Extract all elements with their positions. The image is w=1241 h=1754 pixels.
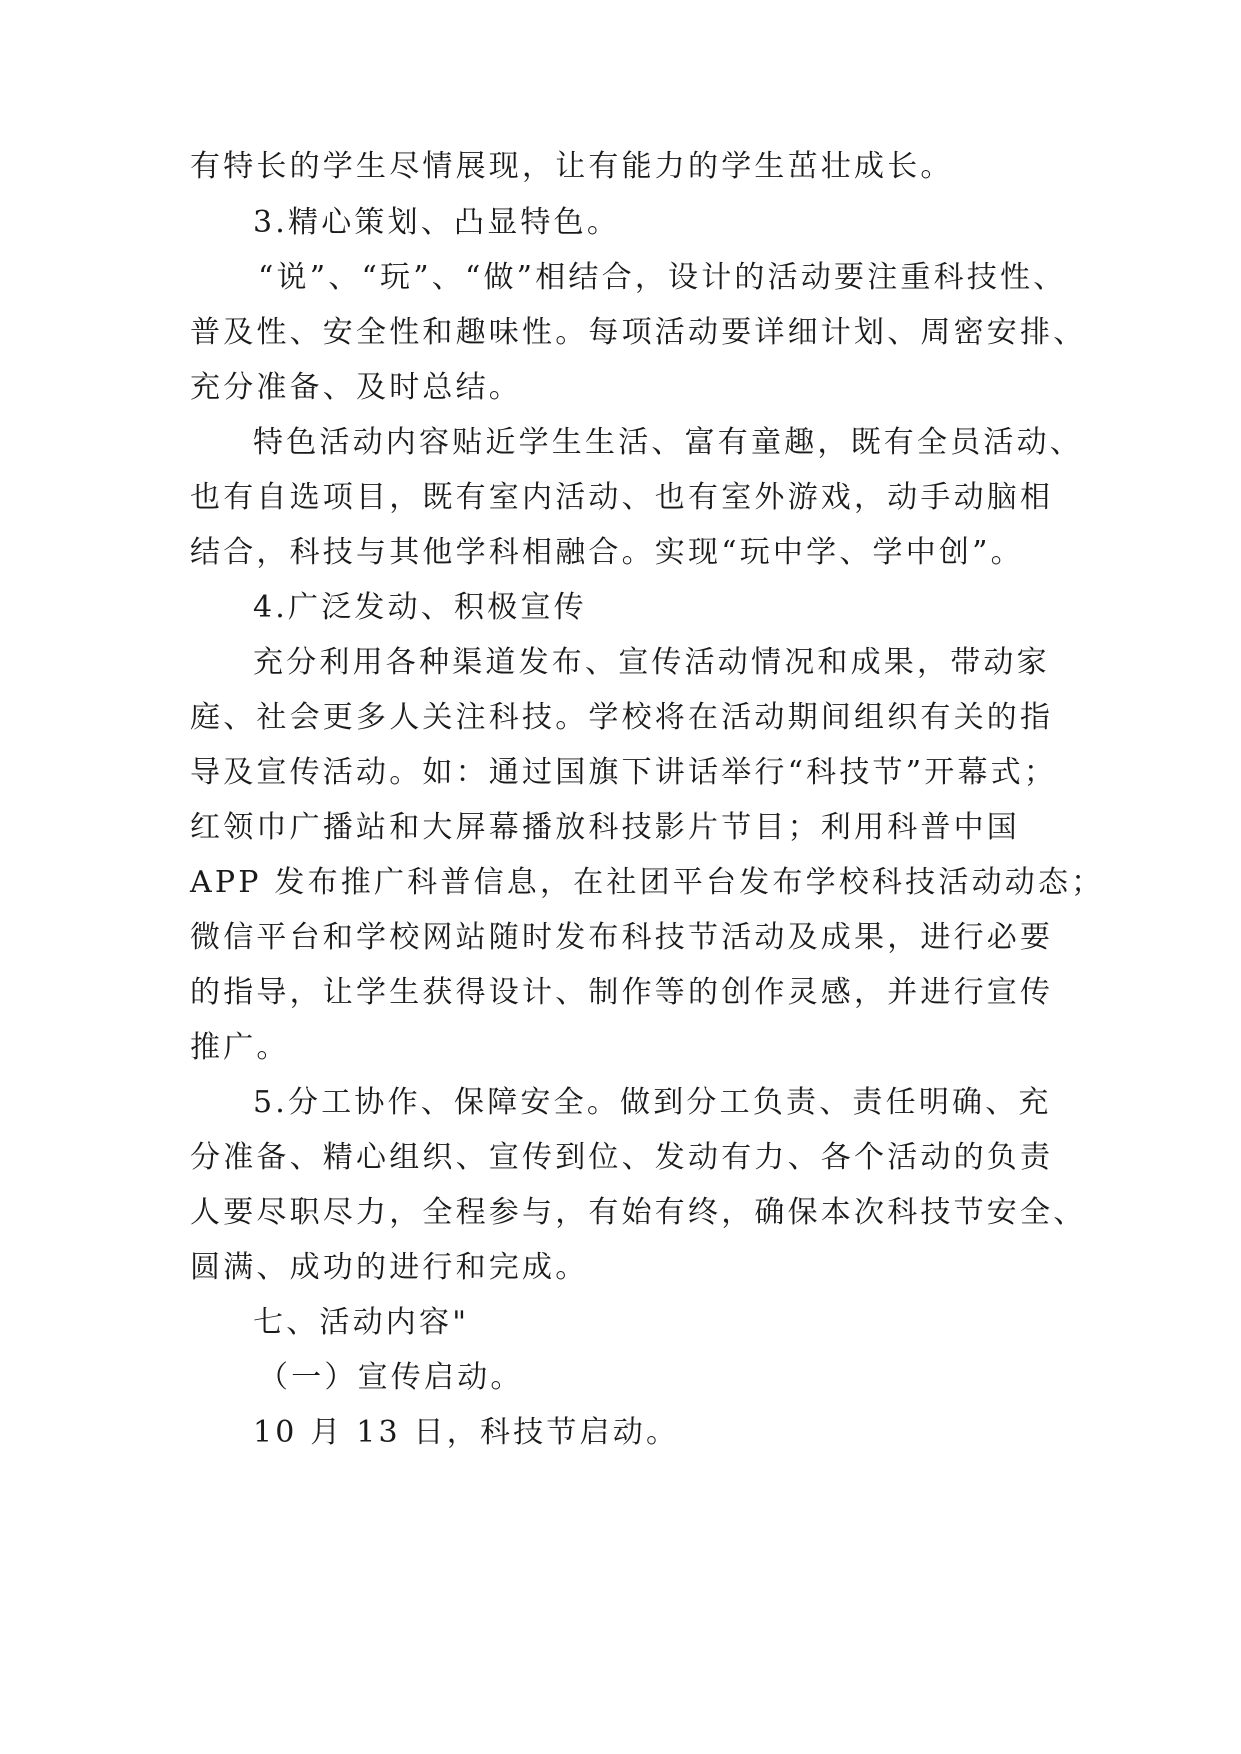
body-text-line: 的指导，让学生获得设计、制作等的创作灵感，并进行宣传 <box>190 975 1054 1010</box>
body-text-line: 10 月 13 日，科技节启动。 <box>253 1415 680 1450</box>
body-text-line: APP 发布推广科普信息，在社团平台发布学校科技活动动态； <box>190 865 1105 900</box>
body-text-line: 也有自选项目，既有室内活动、也有室外游戏，动手动脑相 <box>190 480 1054 515</box>
body-text-line: 普及性、安全性和趣味性。每项活动要详细计划、周密安排、 <box>190 315 1087 350</box>
chapter-heading-7: 七、活动内容" <box>253 1305 470 1340</box>
body-text-line: 特色活动内容贴近学生生活、富有童趣，既有全员活动、 <box>253 425 1083 460</box>
section-heading-3: 3.精心策划、凸显特色。 <box>253 205 621 240</box>
body-text-line: 红领巾广播站和大屏幕播放科技影片节目；利用科普中国 <box>190 810 1020 845</box>
body-text-line: 人要尽职尽力，全程参与，有始有终，确保本次科技节安全、 <box>190 1195 1087 1230</box>
section-heading-4: 4.广泛发动、积极宣传 <box>253 590 587 625</box>
body-text-line: 有特长的学生尽情展现，让有能力的学生茁壮成长。 <box>190 149 954 184</box>
body-text-line: 微信平台和学校网站随时发布科技节活动及成果，进行必要 <box>190 920 1054 955</box>
section-heading-5: 5.分工协作、保障安全。做到分工负责、责任明确、充 <box>253 1085 1052 1120</box>
body-text-line: 导及宣传活动。如：通过国旗下讲话举行“科技节”开幕式； <box>190 755 1058 790</box>
body-text-line: “说”、“玩”、“做”相结合，设计的活动要注重科技性、 <box>258 260 1067 295</box>
body-text-line: 结合，科技与其他学科相融合。实现“玩中学、学中创”。 <box>190 535 1024 570</box>
body-text-line: 庭、社会更多人关注科技。学校将在活动期间组织有关的指 <box>190 700 1054 735</box>
body-text-line: 充分准备、及时总结。 <box>190 370 522 405</box>
body-text-line: 充分利用各种渠道发布、宣传活动情况和成果，带动家 <box>253 645 1050 680</box>
subsection-heading-1: （一）宣传启动。 <box>258 1360 524 1395</box>
body-text-line: 分准备、精心组织、宣传到位、发动有力、各个活动的负责 <box>190 1140 1054 1175</box>
body-text-line: 推广。 <box>190 1030 290 1065</box>
body-text-line: 圆满、成功的进行和完成。 <box>190 1250 589 1285</box>
